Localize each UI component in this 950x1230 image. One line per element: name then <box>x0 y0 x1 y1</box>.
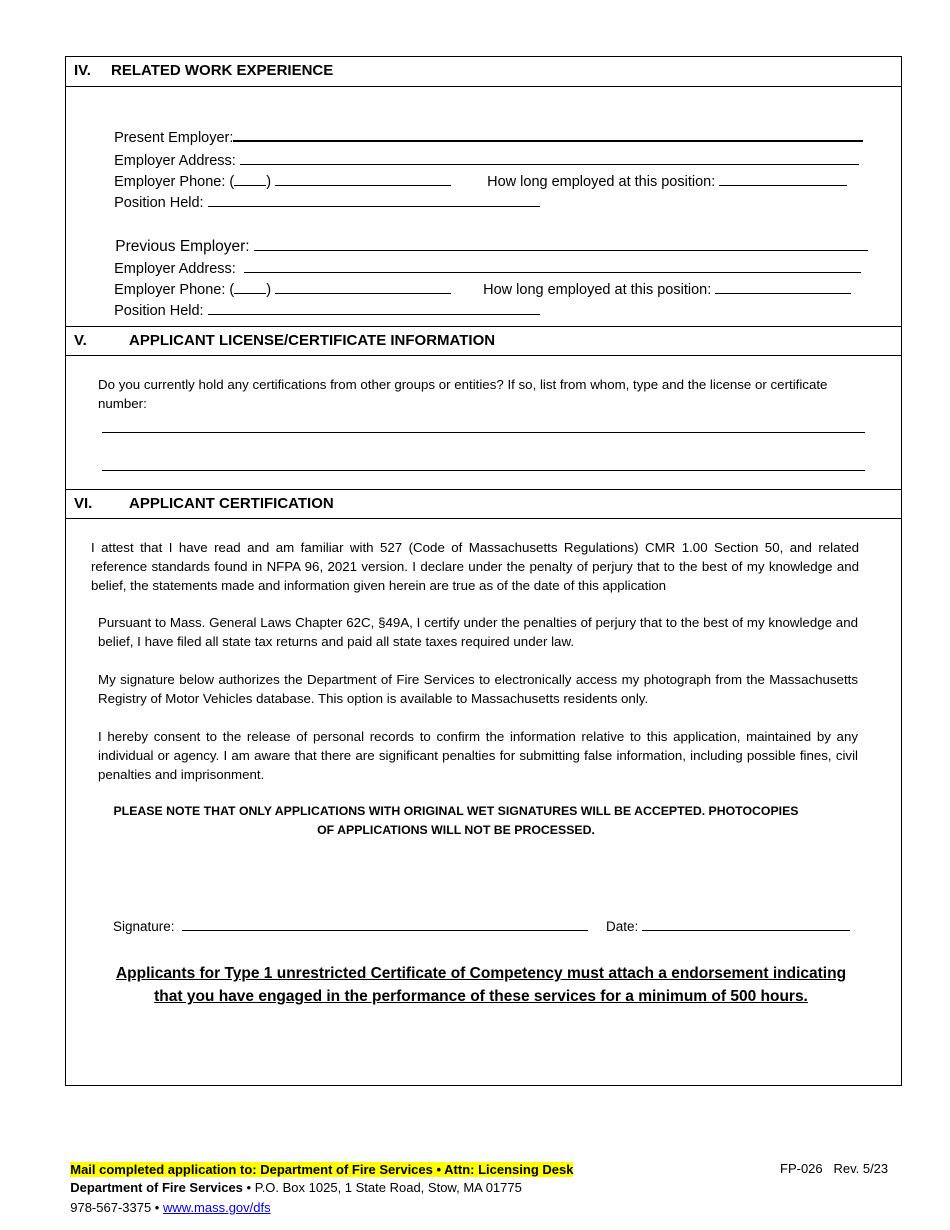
date-label: Date: <box>606 919 639 934</box>
rmv-paragraph: My signature below authorizes the Department of Fire Services to electronically access my photograph from the Massachusetts Registry of Motor Vehicles database. This option is available to Massachusetts residents only. <box>98 672 858 706</box>
present-employer-label: Present Employer: <box>114 130 234 146</box>
signature-row <box>98 899 588 954</box>
position-held-label: Position Held: <box>114 195 204 211</box>
date-field[interactable] <box>642 917 850 931</box>
dept-phone: 978-567-3375 • <box>70 1200 163 1215</box>
certifications-line-1[interactable] <box>102 432 865 433</box>
form-frame <box>65 56 902 1086</box>
mail-instructions: Mail completed application to: Department of Fire Services • Attn: Licensing Desk <box>70 1162 574 1177</box>
section-5-title: APPLICANT LICENSE/CERTIFICATE INFORMATION <box>129 332 496 349</box>
wet-signature-note-line-2: OF APPLICATIONS WILL NOT BE PROCESSED. <box>317 823 595 837</box>
certifications-question: Do you currently hold any certifications from other groups or entities? If so, list from whom, type and the license or certificate number: <box>98 377 828 411</box>
section-6-header <box>66 489 901 519</box>
phone-close-2: ) <box>266 282 272 298</box>
form-id: FP-026 Rev. 5/23 <box>780 1161 889 1176</box>
wet-signature-note-line-1: PLEASE NOTE THAT ONLY APPLICATIONS WITH ORIGINAL WET SIGNATURES WILL BE ACCEPTED. PHOTOCOPIES <box>113 804 799 818</box>
endorsement-line-1: Applicants for Type 1 unrestricted Certificate of Competency must attach a endorsement indicating <box>115 965 847 982</box>
section-5-number: V. <box>74 332 87 349</box>
employer-phone-label: Employer Phone: ( <box>114 174 235 190</box>
endorsement-line-2: that you have engaged in the performance of these services for a minimum of 500 hours. <box>154 988 808 1005</box>
previous-how-long-field[interactable] <box>715 280 851 294</box>
footer-contact-line <box>63 1179 271 1217</box>
endorsement-requirement <box>95 962 867 1008</box>
previous-position-field[interactable] <box>208 301 540 315</box>
date-row <box>591 899 850 954</box>
dfs-website-link[interactable]: www.mass.gov/dfs <box>162 1200 271 1215</box>
previous-employer-label: Previous Employer: <box>115 238 250 255</box>
section-6-number: VI. <box>74 495 93 512</box>
certifications-line-2[interactable] <box>102 470 865 471</box>
tax-paragraph: Pursuant to Mass. General Laws Chapter 62C, §49A, I certify under the penalties of perjury that to the best of my knowledge and belief, I have filed all state tax returns and paid all state taxes required under law. <box>98 615 858 649</box>
section-5-header <box>66 326 901 356</box>
employer-address-label: Employer Address: <box>114 153 236 169</box>
attestation-paragraph: I attest that I have read and am familiar with 527 (Code of Massachusetts Regulations) CMR 1.00 Section 50, and related reference standards found in NFPA 96, 2021 version. I declare under the penalty of perjury that to the best of my knowledge and belief, the statements made and information given herein are true as of the date of this application <box>91 540 859 593</box>
employer-address-label-2: Employer Address: <box>114 261 236 277</box>
how-long-label: How long employed at this position: <box>487 174 716 190</box>
signature-field[interactable] <box>182 917 588 931</box>
present-how-long-field[interactable] <box>719 172 847 186</box>
signature-label: Signature: <box>113 919 175 934</box>
dept-address: • P.O. Box 1025, 1 State Road, Stow, MA 01775 <box>242 1180 522 1195</box>
phone-close: ) <box>266 174 272 190</box>
dept-name: Department of Fire Services <box>70 1180 243 1195</box>
position-held-label-2: Position Held: <box>114 303 204 319</box>
section-4-header <box>66 57 901 87</box>
how-long-label-2: How long employed at this position: <box>483 282 712 298</box>
section-6-title: APPLICANT CERTIFICATION <box>129 495 334 512</box>
wet-signature-note <box>76 802 836 840</box>
section-4-number: IV. <box>74 62 91 79</box>
section-4-title: RELATED WORK EXPERIENCE <box>111 62 334 79</box>
consent-paragraph: I hereby consent to the release of personal records to confirm the information relative to this application, maintained by any individual or agency. I am aware that there are significant penalties for submitting false information, including possible fines, civil penalties and imprisonment. <box>98 729 858 782</box>
employer-phone-label-2: Employer Phone: ( <box>114 282 235 298</box>
present-position-field[interactable] <box>208 193 540 207</box>
